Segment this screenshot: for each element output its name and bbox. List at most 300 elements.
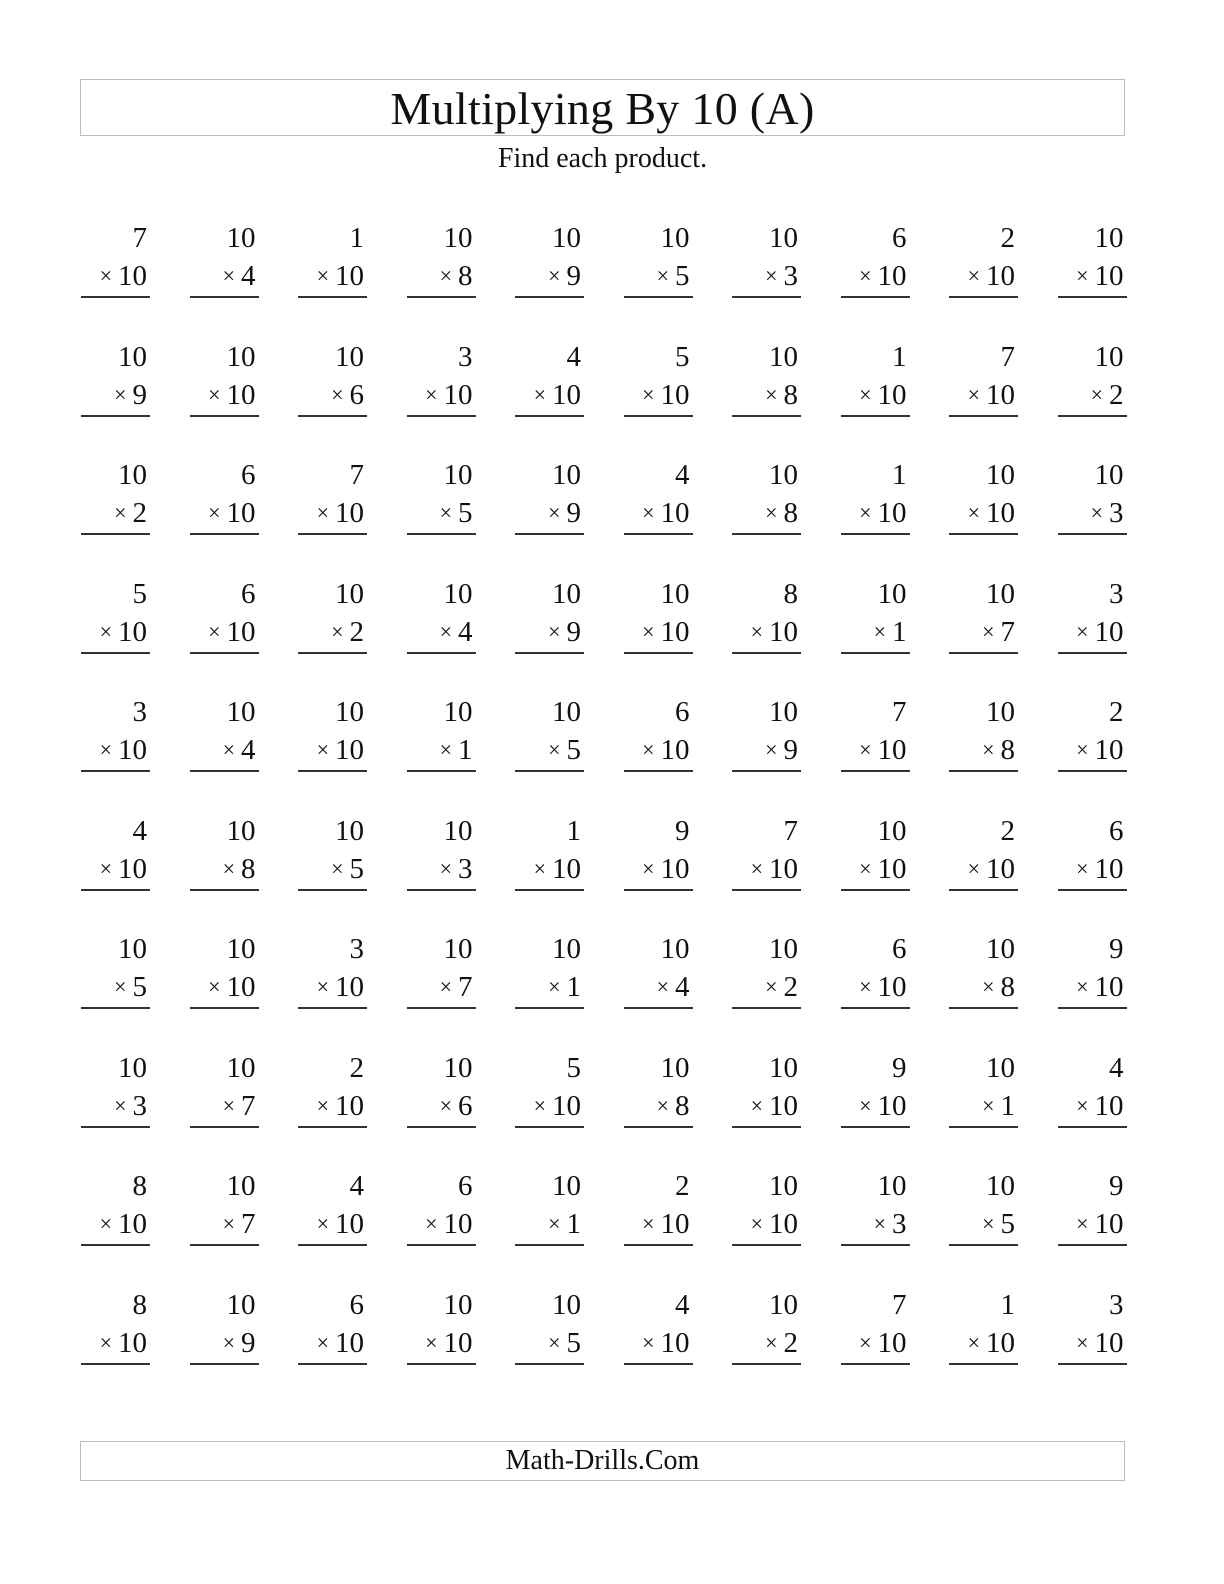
multiplier: 10 bbox=[552, 1089, 581, 1122]
problem bbox=[841, 576, 910, 654]
multiplier: 10 bbox=[986, 497, 1015, 529]
multiply-sign-icon: × bbox=[642, 737, 655, 762]
problem bbox=[81, 457, 150, 535]
multiplier: 7 bbox=[458, 971, 473, 1003]
multiplier: 10 bbox=[1094, 615, 1124, 648]
multiplier-line bbox=[949, 375, 1018, 417]
multiplier-line bbox=[624, 730, 693, 772]
worksheet-instructions: Find each product. bbox=[497, 143, 708, 174]
multiply-sign-icon: × bbox=[750, 618, 763, 644]
multiply-sign-icon: × bbox=[439, 1092, 452, 1118]
multiplier-line bbox=[1058, 1323, 1127, 1365]
multiplicand: 10 bbox=[335, 814, 364, 847]
multiply-sign-icon: × bbox=[208, 381, 221, 407]
multiply-sign-icon: × bbox=[316, 1211, 329, 1236]
multiplier: 10 bbox=[335, 1326, 364, 1359]
multiplier: 8 bbox=[458, 260, 473, 292]
multiplier: 4 bbox=[458, 615, 473, 648]
problem bbox=[407, 1287, 476, 1365]
problem bbox=[298, 1287, 367, 1365]
problem bbox=[949, 931, 1018, 1009]
multiplicand: 9 bbox=[892, 1051, 907, 1084]
problem bbox=[190, 1287, 259, 1365]
problem-row bbox=[81, 576, 1127, 695]
problem-row bbox=[81, 457, 1127, 576]
problem bbox=[949, 339, 1018, 417]
multiplier: 10 bbox=[335, 497, 364, 529]
multiplier-line bbox=[624, 1204, 693, 1246]
multiply-sign-icon: × bbox=[982, 618, 995, 644]
problem bbox=[81, 220, 150, 298]
multiplicand: 10 bbox=[877, 577, 907, 610]
problem bbox=[190, 1050, 259, 1128]
multiplier-line bbox=[732, 375, 801, 417]
problem bbox=[1058, 457, 1127, 535]
problem bbox=[298, 457, 367, 535]
multiplicand: 10 bbox=[443, 222, 473, 254]
multiplicand: 10 bbox=[335, 696, 364, 728]
multiply-sign-icon: × bbox=[1076, 855, 1089, 881]
multiplier: 2 bbox=[1109, 378, 1124, 411]
multiply-sign-icon: × bbox=[656, 974, 669, 999]
problem bbox=[298, 813, 367, 891]
problem bbox=[407, 694, 476, 772]
problem bbox=[624, 576, 693, 654]
multiplicand: 4 bbox=[675, 1288, 690, 1321]
multiplier-line bbox=[298, 1086, 367, 1128]
problem bbox=[732, 1168, 801, 1246]
multiplier: 8 bbox=[241, 852, 256, 885]
multiplier-line bbox=[624, 1323, 693, 1365]
multiply-sign-icon: × bbox=[656, 1092, 669, 1118]
multiplier: 10 bbox=[1094, 1089, 1124, 1122]
multiplier: 5 bbox=[566, 734, 581, 766]
multiply-sign-icon: × bbox=[114, 1092, 127, 1118]
multiply-sign-icon: × bbox=[99, 1329, 112, 1355]
multiplicand: 1 bbox=[1000, 1288, 1015, 1321]
multiplier: 10 bbox=[1094, 1208, 1124, 1240]
multiply-sign-icon: × bbox=[982, 974, 995, 999]
multiplier-line bbox=[515, 612, 584, 654]
multiply-sign-icon: × bbox=[533, 1092, 546, 1118]
multiply-sign-icon: × bbox=[99, 1211, 112, 1236]
multiply-sign-icon: × bbox=[548, 1329, 561, 1355]
multiply-sign-icon: × bbox=[967, 381, 980, 407]
multiplicand: 10 bbox=[226, 933, 256, 965]
problem bbox=[841, 339, 910, 417]
multiplicand: 10 bbox=[660, 933, 690, 965]
multiplier: 3 bbox=[458, 852, 473, 885]
multiplicand: 10 bbox=[986, 1051, 1015, 1084]
multiplier: 10 bbox=[877, 260, 907, 292]
multiply-sign-icon: × bbox=[765, 263, 778, 288]
multiplicand: 3 bbox=[132, 696, 147, 728]
multiplier-line bbox=[1058, 967, 1127, 1009]
multiplier-line bbox=[841, 730, 910, 772]
multiplicand: 5 bbox=[132, 577, 147, 610]
problem-row bbox=[81, 813, 1127, 932]
multiplicand: 10 bbox=[226, 1051, 256, 1084]
multiply-sign-icon: × bbox=[967, 263, 980, 288]
multiplicand: 10 bbox=[226, 1170, 256, 1202]
multiplier: 10 bbox=[118, 615, 147, 648]
multiply-sign-icon: × bbox=[548, 263, 561, 288]
multiplier-line bbox=[81, 1086, 150, 1128]
multiplicand: 4 bbox=[675, 459, 690, 491]
multiply-sign-icon: × bbox=[439, 500, 452, 525]
multiplier-line bbox=[298, 1323, 367, 1365]
multiplier: 10 bbox=[335, 971, 364, 1003]
multiply-sign-icon: × bbox=[425, 381, 438, 407]
problem bbox=[949, 1050, 1018, 1128]
multiplier-line bbox=[190, 1086, 259, 1128]
footer-brand: Math-Drills.Com bbox=[505, 1445, 700, 1476]
multiplier-line bbox=[190, 849, 259, 891]
multiplicand: 6 bbox=[892, 933, 907, 965]
multiply-sign-icon: × bbox=[1076, 263, 1089, 288]
multiplier: 10 bbox=[1094, 260, 1124, 292]
multiplier-line bbox=[407, 1204, 476, 1246]
multiplier: 10 bbox=[986, 852, 1015, 885]
multiply-sign-icon: × bbox=[859, 263, 872, 288]
problem bbox=[624, 931, 693, 1009]
multiplier-line bbox=[949, 493, 1018, 535]
multiply-sign-icon: × bbox=[967, 500, 980, 525]
multiplier-line bbox=[407, 1323, 476, 1365]
multiplier-line bbox=[1058, 730, 1127, 772]
multiply-sign-icon: × bbox=[222, 855, 235, 881]
problem bbox=[841, 813, 910, 891]
multiply-sign-icon: × bbox=[765, 500, 778, 525]
multiplier-line bbox=[298, 493, 367, 535]
multiplicand: 10 bbox=[443, 814, 473, 847]
multiplier-line bbox=[298, 256, 367, 298]
multiply-sign-icon: × bbox=[439, 855, 452, 881]
problem bbox=[81, 1050, 150, 1128]
multiplier-line bbox=[515, 375, 584, 417]
multiplier: 10 bbox=[986, 260, 1015, 292]
multiply-sign-icon: × bbox=[316, 500, 329, 525]
multiplier-line bbox=[190, 612, 259, 654]
multiplicand: 10 bbox=[552, 577, 581, 610]
multiplier-line bbox=[515, 1323, 584, 1365]
problem-row bbox=[81, 931, 1127, 1050]
multiplier-line bbox=[1058, 375, 1127, 417]
multiply-sign-icon: × bbox=[750, 1211, 763, 1236]
multiply-sign-icon: × bbox=[533, 855, 546, 881]
multiplicand: 8 bbox=[132, 1288, 147, 1321]
multiplier-line bbox=[81, 493, 150, 535]
multiply-sign-icon: × bbox=[316, 737, 329, 762]
multiplicand: 10 bbox=[552, 222, 581, 254]
multiplier: 7 bbox=[241, 1089, 256, 1122]
multiplier: 10 bbox=[660, 497, 690, 529]
problem bbox=[949, 576, 1018, 654]
problem bbox=[732, 576, 801, 654]
problem bbox=[515, 457, 584, 535]
multiplier-line bbox=[732, 1204, 801, 1246]
multiplier-line bbox=[515, 967, 584, 1009]
problem bbox=[732, 1050, 801, 1128]
multiplicand: 3 bbox=[349, 933, 364, 965]
multiplier: 10 bbox=[660, 734, 690, 766]
multiply-sign-icon: × bbox=[859, 974, 872, 999]
problem bbox=[624, 694, 693, 772]
multiplier-line bbox=[949, 849, 1018, 891]
multiplier: 8 bbox=[675, 1089, 690, 1122]
multiply-sign-icon: × bbox=[425, 1211, 438, 1236]
multiplier: 10 bbox=[769, 1089, 798, 1122]
problem bbox=[81, 1287, 150, 1365]
problem bbox=[190, 1168, 259, 1246]
problem bbox=[190, 220, 259, 298]
problem bbox=[841, 220, 910, 298]
multiplier: 10 bbox=[877, 1326, 907, 1359]
problem bbox=[81, 576, 150, 654]
multiply-sign-icon: × bbox=[222, 1211, 235, 1236]
multiply-sign-icon: × bbox=[316, 263, 329, 288]
multiplicand: 9 bbox=[1109, 1170, 1124, 1202]
problem bbox=[81, 813, 150, 891]
problem bbox=[407, 220, 476, 298]
problem bbox=[732, 1287, 801, 1365]
problem bbox=[624, 339, 693, 417]
problem bbox=[298, 1168, 367, 1246]
problem bbox=[407, 1050, 476, 1128]
problem bbox=[407, 931, 476, 1009]
multiplicand: 10 bbox=[226, 340, 256, 373]
multiply-sign-icon: × bbox=[859, 500, 872, 525]
multiplier-line bbox=[841, 493, 910, 535]
multiply-sign-icon: × bbox=[642, 1211, 655, 1236]
multiplicand: 6 bbox=[675, 696, 690, 728]
multiply-sign-icon: × bbox=[642, 855, 655, 881]
problem-row bbox=[81, 694, 1127, 813]
problem bbox=[298, 931, 367, 1009]
multiplier: 4 bbox=[675, 971, 690, 1003]
problem bbox=[515, 931, 584, 1009]
multiplicand: 10 bbox=[443, 933, 473, 965]
multiplicand: 2 bbox=[1000, 222, 1015, 254]
multiplicand: 1 bbox=[349, 222, 364, 254]
multiplicand: 6 bbox=[458, 1170, 473, 1202]
multiplier: 10 bbox=[552, 852, 581, 885]
multiplier-line bbox=[298, 1204, 367, 1246]
problem bbox=[1058, 220, 1127, 298]
problem bbox=[624, 220, 693, 298]
multiplier: 10 bbox=[877, 734, 907, 766]
multiplier-line bbox=[624, 375, 693, 417]
multiplicand: 10 bbox=[118, 1051, 147, 1084]
multiplier-line bbox=[841, 849, 910, 891]
multiply-sign-icon: × bbox=[1076, 737, 1089, 762]
multiply-sign-icon: × bbox=[859, 737, 872, 762]
problem bbox=[407, 457, 476, 535]
multiplier: 10 bbox=[226, 378, 256, 411]
multiply-sign-icon: × bbox=[222, 737, 235, 762]
multiplicand: 10 bbox=[335, 577, 364, 610]
problem bbox=[841, 931, 910, 1009]
multiplier: 10 bbox=[877, 852, 907, 885]
multiplier: 1 bbox=[892, 615, 907, 648]
multiplier-line bbox=[515, 1086, 584, 1128]
multiplier-line bbox=[407, 849, 476, 891]
multiplier: 3 bbox=[892, 1208, 907, 1240]
multiplier: 1 bbox=[1000, 1089, 1015, 1122]
multiplier: 5 bbox=[458, 497, 473, 529]
multiplier-line bbox=[949, 967, 1018, 1009]
multiplicand: 10 bbox=[443, 577, 473, 610]
problem-grid bbox=[81, 220, 1127, 1405]
multiplier-line bbox=[298, 730, 367, 772]
multiplicand: 10 bbox=[769, 933, 798, 965]
multiplier: 10 bbox=[769, 852, 798, 885]
multiplicand: 10 bbox=[118, 459, 147, 491]
multiplier: 5 bbox=[349, 852, 364, 885]
multiplicand: 2 bbox=[1000, 814, 1015, 847]
multiplicand: 10 bbox=[877, 1170, 907, 1202]
multiply-sign-icon: × bbox=[859, 855, 872, 881]
multiplier: 7 bbox=[1000, 615, 1015, 648]
multiply-sign-icon: × bbox=[859, 381, 872, 407]
multiplicand: 10 bbox=[660, 222, 690, 254]
multiply-sign-icon: × bbox=[331, 618, 344, 644]
problem bbox=[949, 813, 1018, 891]
problem bbox=[298, 694, 367, 772]
problem bbox=[841, 1168, 910, 1246]
multiply-sign-icon: × bbox=[114, 500, 127, 525]
multiplicand: 6 bbox=[892, 222, 907, 254]
multiplier-line bbox=[732, 612, 801, 654]
problem bbox=[1058, 1287, 1127, 1365]
problem-row bbox=[81, 1168, 1127, 1287]
multiplicand: 10 bbox=[986, 933, 1015, 965]
multiply-sign-icon: × bbox=[859, 1092, 872, 1118]
multiplicand: 10 bbox=[226, 222, 256, 254]
multiplicand: 4 bbox=[349, 1170, 364, 1202]
multiplicand: 2 bbox=[675, 1170, 690, 1202]
multiplier-line bbox=[190, 493, 259, 535]
multiply-sign-icon: × bbox=[982, 737, 995, 762]
multiplier-line bbox=[624, 1086, 693, 1128]
multiplier-line bbox=[81, 256, 150, 298]
multiply-sign-icon: × bbox=[331, 855, 344, 881]
multiplier: 3 bbox=[132, 1089, 147, 1122]
multiplier-line bbox=[1058, 1086, 1127, 1128]
problem bbox=[1058, 1050, 1127, 1128]
problem bbox=[515, 1168, 584, 1246]
multiplicand: 9 bbox=[1109, 933, 1124, 965]
multiplier: 10 bbox=[226, 971, 256, 1003]
multiplier-line bbox=[732, 730, 801, 772]
problem-row bbox=[81, 1287, 1127, 1406]
multiplier-line bbox=[732, 493, 801, 535]
problem bbox=[732, 813, 801, 891]
multiplicand: 10 bbox=[769, 222, 798, 254]
multiplier-line bbox=[515, 1204, 584, 1246]
multiplicand: 10 bbox=[769, 1051, 798, 1084]
multiplier: 10 bbox=[118, 734, 147, 766]
multiplicand: 10 bbox=[769, 459, 798, 491]
multiplier-line bbox=[841, 1323, 910, 1365]
multiplier: 10 bbox=[769, 615, 798, 648]
multiplier: 10 bbox=[986, 378, 1015, 411]
multiply-sign-icon: × bbox=[222, 263, 235, 288]
title-box bbox=[80, 79, 1125, 136]
multiply-sign-icon: × bbox=[331, 381, 344, 407]
multiplier-line bbox=[81, 730, 150, 772]
worksheet-title: Multiplying By 10 (A) bbox=[390, 82, 815, 134]
multiplicand: 6 bbox=[1109, 814, 1124, 847]
multiplier-line bbox=[949, 730, 1018, 772]
multiply-sign-icon: × bbox=[1076, 1211, 1089, 1236]
multiplier: 10 bbox=[443, 378, 473, 411]
multiplicand: 7 bbox=[132, 222, 147, 254]
multiplier-line bbox=[190, 256, 259, 298]
multiplier: 10 bbox=[660, 852, 690, 885]
problem bbox=[190, 931, 259, 1009]
multiplier: 9 bbox=[566, 260, 581, 292]
multiplier: 10 bbox=[877, 971, 907, 1003]
multiplier: 10 bbox=[986, 1326, 1015, 1359]
multiplicand: 10 bbox=[986, 696, 1015, 728]
multiplicand: 10 bbox=[769, 340, 798, 373]
multiply-sign-icon: × bbox=[1076, 1329, 1089, 1355]
multiplier-line bbox=[190, 375, 259, 417]
problem bbox=[190, 694, 259, 772]
multiplicand: 10 bbox=[1094, 340, 1124, 373]
multiplier-line bbox=[407, 256, 476, 298]
multiplicand: 5 bbox=[566, 1051, 581, 1084]
multiplicand: 6 bbox=[349, 1288, 364, 1321]
multiplier-line bbox=[81, 1323, 150, 1365]
multiplier-line bbox=[732, 1323, 801, 1365]
multiply-sign-icon: × bbox=[99, 855, 112, 881]
problem bbox=[732, 339, 801, 417]
multiplier: 10 bbox=[335, 734, 364, 766]
multiplicand: 10 bbox=[660, 577, 690, 610]
problem bbox=[515, 694, 584, 772]
multiply-sign-icon: × bbox=[765, 737, 778, 762]
problem bbox=[624, 813, 693, 891]
multiply-sign-icon: × bbox=[765, 1329, 778, 1355]
multiplicand: 10 bbox=[443, 1051, 473, 1084]
multiplicand: 10 bbox=[986, 1170, 1015, 1202]
multiplier: 7 bbox=[241, 1208, 256, 1240]
multiplier: 10 bbox=[660, 1208, 690, 1240]
multiply-sign-icon: × bbox=[208, 500, 221, 525]
multiplier-line bbox=[841, 375, 910, 417]
multiplicand: 1 bbox=[892, 459, 907, 491]
multiplier: 2 bbox=[783, 1326, 798, 1359]
multiplicand: 3 bbox=[458, 340, 473, 373]
multiplier-line bbox=[949, 1323, 1018, 1365]
multiplicand: 4 bbox=[1109, 1051, 1124, 1084]
problem bbox=[298, 576, 367, 654]
multiplicand: 5 bbox=[675, 340, 690, 373]
problem bbox=[407, 1168, 476, 1246]
multiply-sign-icon: × bbox=[439, 263, 452, 288]
multiply-sign-icon: × bbox=[656, 263, 669, 288]
multiplicand: 7 bbox=[892, 696, 907, 728]
multiplier: 9 bbox=[132, 378, 147, 411]
multiply-sign-icon: × bbox=[439, 974, 452, 999]
multiply-sign-icon: × bbox=[982, 1092, 995, 1118]
multiply-sign-icon: × bbox=[967, 1329, 980, 1355]
multiplier-line bbox=[624, 256, 693, 298]
problem bbox=[515, 339, 584, 417]
problem bbox=[515, 576, 584, 654]
